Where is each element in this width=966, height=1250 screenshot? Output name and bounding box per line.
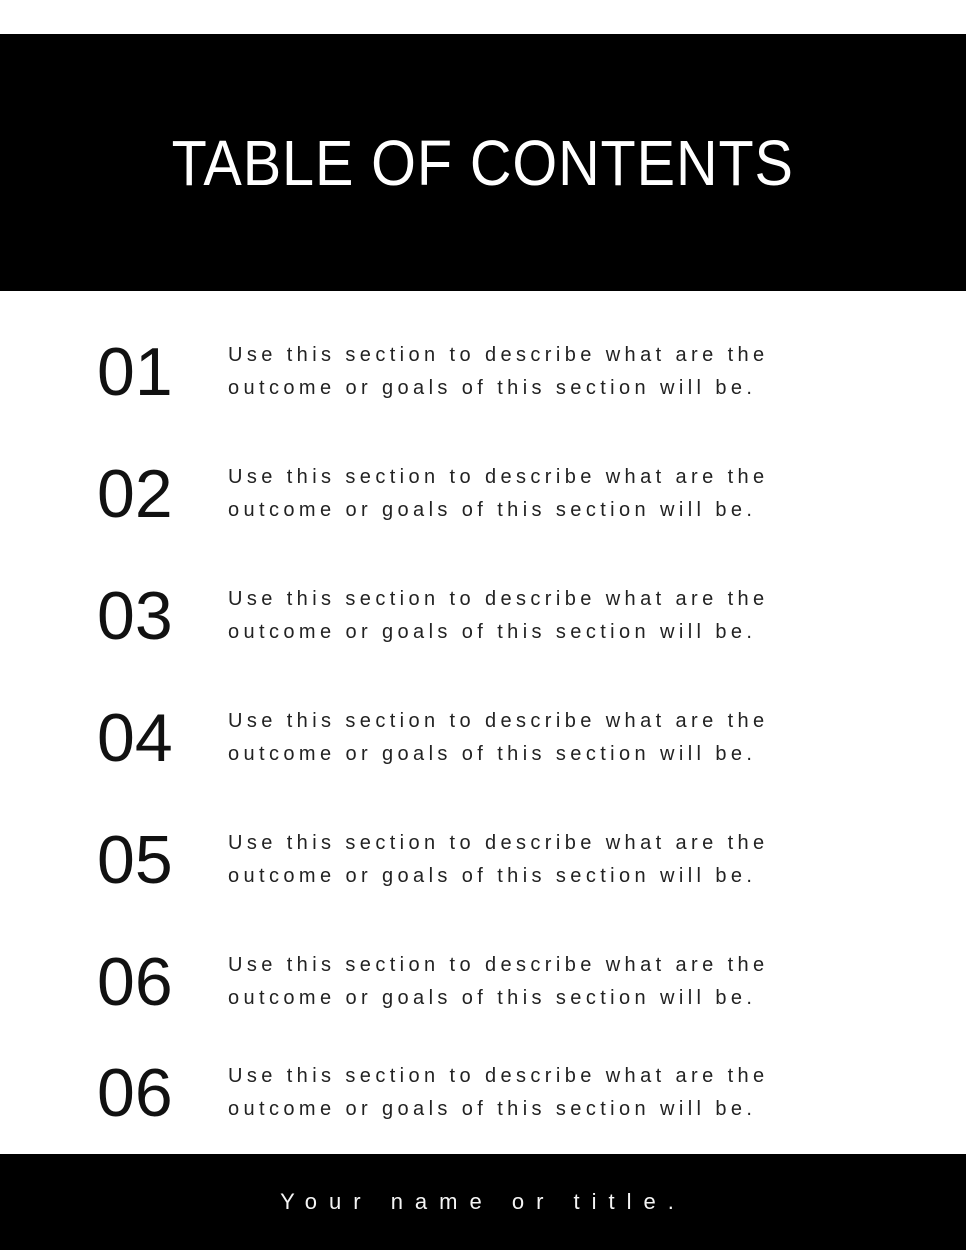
page-title: TABLE OF CONTENTS xyxy=(171,126,795,199)
toc-item-description-line1: Use this section to describe what are the xyxy=(228,954,769,976)
toc-item-description xyxy=(228,705,769,771)
toc-item-description-line2: outcome or goals of this section will be. xyxy=(228,865,757,887)
toc-item-number: 06 xyxy=(97,944,173,1020)
toc-item-description-line1: Use this section to describe what are the xyxy=(228,1065,769,1087)
toc-item-description xyxy=(228,461,769,527)
toc-item-description-line1: Use this section to describe what are the xyxy=(228,710,769,732)
toc-item-number: 03 xyxy=(97,578,173,654)
toc-item-description-line1: Use this section to describe what are the xyxy=(228,344,769,366)
toc-item xyxy=(97,578,769,654)
toc-item xyxy=(97,822,769,898)
toc-item-description xyxy=(228,949,769,1015)
toc-item xyxy=(97,944,769,1020)
toc-item-description-line2: outcome or goals of this section will be. xyxy=(228,1098,757,1120)
toc-item-description xyxy=(228,1060,769,1126)
toc-item-description-line2: outcome or goals of this section will be. xyxy=(228,377,757,399)
toc-item-description-line1: Use this section to describe what are the xyxy=(228,832,769,854)
toc-item-number: 01 xyxy=(97,334,173,410)
toc-item-number: 06 xyxy=(97,1055,173,1131)
toc-item-number: 05 xyxy=(97,822,173,898)
toc-item xyxy=(97,456,769,532)
toc-item-description-line1: Use this section to describe what are the xyxy=(228,466,769,488)
footer-name-or-title: Your name or title. xyxy=(280,1189,686,1214)
toc-item-number: 02 xyxy=(97,456,173,532)
toc-item xyxy=(97,700,769,776)
toc-item xyxy=(97,334,769,410)
toc-item-description-line1: Use this section to describe what are the xyxy=(228,588,769,610)
toc-item-description-line2: outcome or goals of this section will be. xyxy=(228,987,757,1009)
toc-item-description-line2: outcome or goals of this section will be. xyxy=(228,743,757,765)
toc-item-description xyxy=(228,583,769,649)
toc-item-description xyxy=(228,339,769,405)
toc-item-description xyxy=(228,827,769,893)
toc-item-description-line2: outcome or goals of this section will be. xyxy=(228,621,757,643)
toc-item-number: 04 xyxy=(97,700,173,776)
toc-item-description-line2: outcome or goals of this section will be. xyxy=(228,499,757,521)
footer-band xyxy=(0,1154,966,1250)
toc-item xyxy=(97,1055,769,1131)
